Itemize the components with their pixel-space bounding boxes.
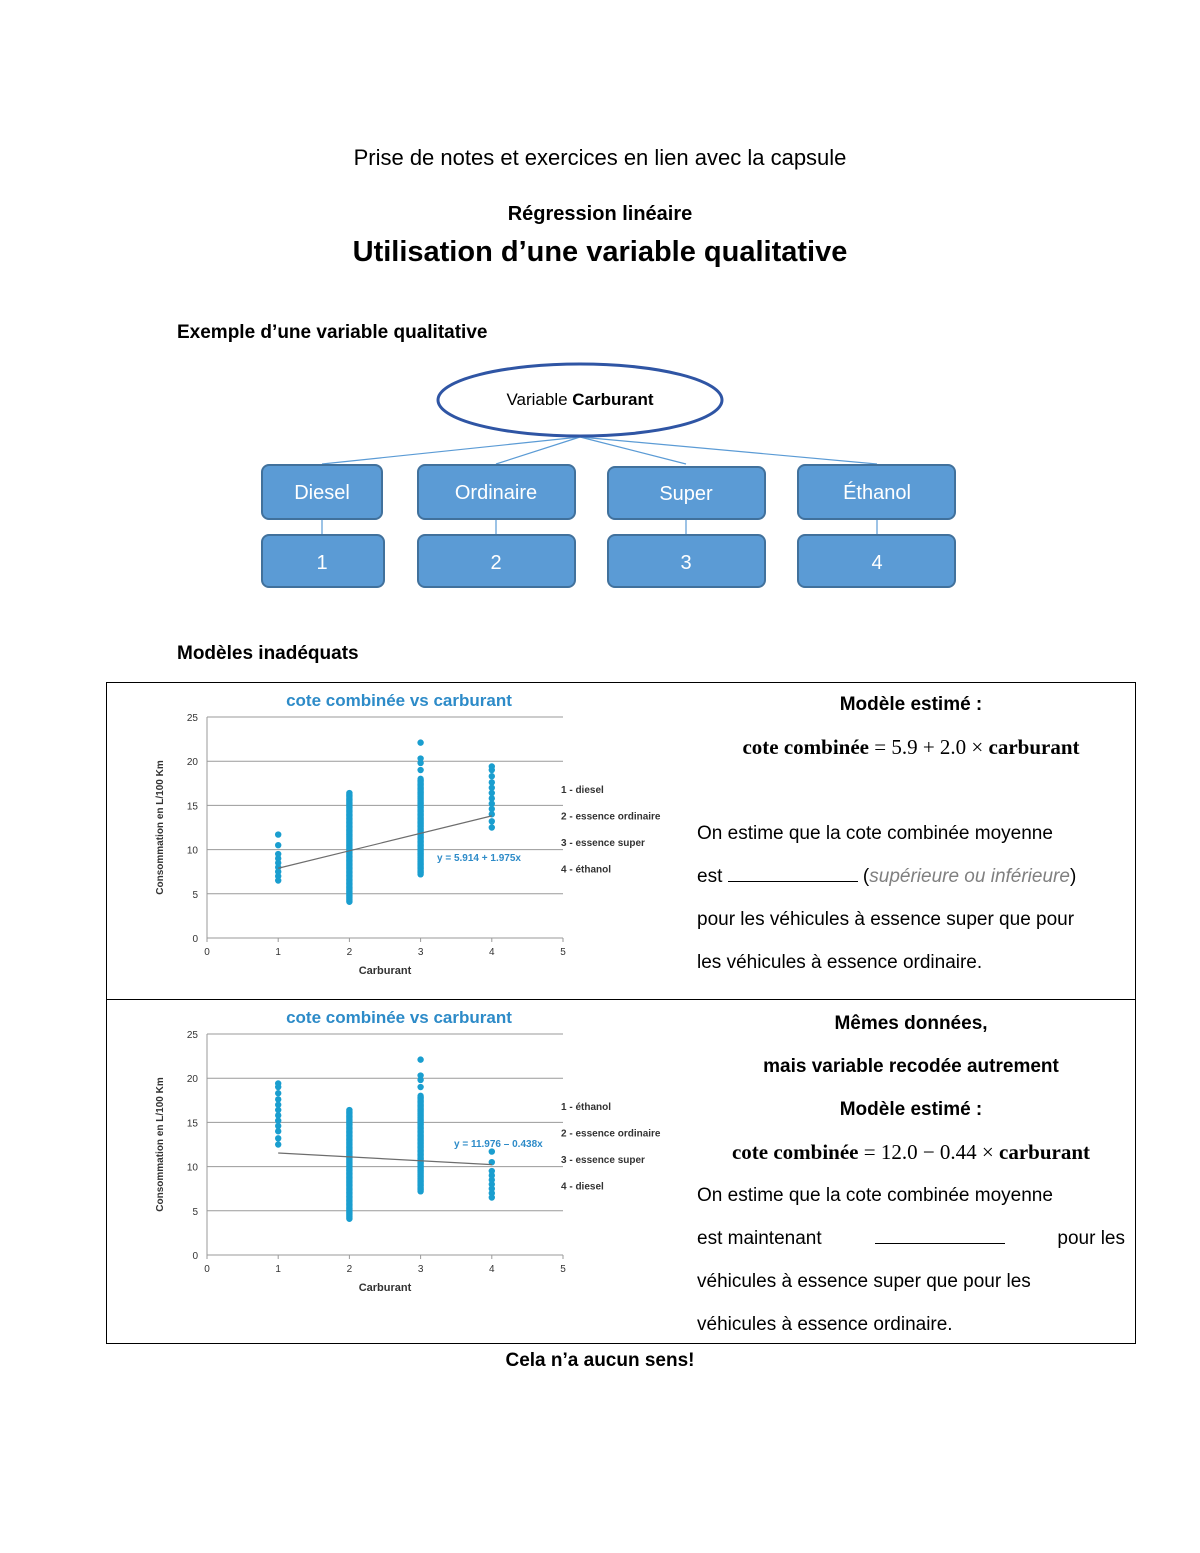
model-1-text-d: les véhicules à essence ordinaire. xyxy=(697,952,983,973)
legend-entry: 4 - diesel xyxy=(561,1181,604,1193)
data-point xyxy=(417,1056,423,1062)
page-title: Utilisation d’une variable qualitative xyxy=(352,236,848,268)
model-2-line2: mais variable recodée autrement xyxy=(763,1056,1059,1077)
y-tick-label: 10 xyxy=(186,1162,198,1174)
legend-entry: 4 - éthanol xyxy=(561,864,612,876)
label-diesel: Diesel xyxy=(294,482,350,504)
answer-blank-1[interactable] xyxy=(728,865,858,882)
x-tick-label: 5 xyxy=(560,947,566,958)
answer-blank-2[interactable] xyxy=(875,1227,1005,1244)
y-tick-label: 5 xyxy=(192,1206,198,1218)
y-axis-label: Consommation en L/100 Km xyxy=(155,760,166,895)
model-1-text xyxy=(697,683,1125,984)
model-2-title: Modèle estimé : xyxy=(839,1099,983,1120)
y-tick-label: 20 xyxy=(186,757,198,769)
x-tick-label: 4 xyxy=(489,1264,495,1275)
legend-entry: 1 - diesel xyxy=(561,785,604,796)
section-heading-example: Exemple d’une variable qualitative xyxy=(177,322,488,343)
connector-ethanol xyxy=(580,437,877,464)
chart-title: cote combinée vs carburant xyxy=(286,691,512,710)
data-point xyxy=(417,776,423,782)
data-point xyxy=(275,1090,281,1096)
header-line: Prise de notes et exercices en lien avec la capsule xyxy=(353,145,847,170)
code-2: 2 xyxy=(490,552,502,574)
y-tick-label: 10 xyxy=(186,845,198,857)
data-point xyxy=(489,763,495,769)
model-2-text-b: est maintenant pour les xyxy=(697,1228,1125,1249)
data-point xyxy=(275,1135,281,1141)
data-point xyxy=(489,818,495,824)
model-1-formula: cote combinée = 5.9 + 2.0 × carburant xyxy=(742,735,1080,759)
y-tick-label: 0 xyxy=(192,1251,198,1262)
code-1: 1 xyxy=(316,552,328,574)
model-2-line1: Mêmes données, xyxy=(834,1013,988,1034)
section-heading-models: Modèles inadéquats xyxy=(177,643,359,664)
model-2-text xyxy=(697,1002,1125,1346)
legend-entry: 2 - essence ordinaire xyxy=(561,1128,661,1140)
y-tick-label: 0 xyxy=(192,934,198,945)
trend-equation: y = 11.976 – 0.438x xyxy=(454,1139,543,1151)
data-point xyxy=(417,1084,423,1090)
data-point xyxy=(417,1093,423,1099)
legend-entry: 2 - essence ordinaire xyxy=(561,811,661,823)
model-1-title: Modèle estimé : xyxy=(839,694,983,715)
data-point xyxy=(346,790,352,796)
trend-equation: y = 5.914 + 1.975x xyxy=(437,853,521,865)
model-2-formula: cote combinée = 12.0 − 0.44 × carburant xyxy=(731,1140,1091,1164)
x-tick-label: 0 xyxy=(204,947,210,958)
data-point xyxy=(275,1080,281,1086)
model-2-text-d: véhicules à essence ordinaire. xyxy=(697,1314,953,1335)
model-1-text-b: est (supérieure ou inférieure) xyxy=(697,866,1077,887)
y-tick-label: 5 xyxy=(192,889,198,901)
code-boxes xyxy=(262,535,955,587)
data-point xyxy=(489,773,495,779)
x-tick-label: 3 xyxy=(417,947,424,958)
x-tick-label: 3 xyxy=(417,1264,424,1275)
root-label: Variable Carburant xyxy=(506,390,654,409)
model-2-text-c: véhicules à essence super que pour les xyxy=(697,1271,1031,1292)
data-point xyxy=(275,1141,281,1147)
model-row-2 xyxy=(107,1000,1135,1343)
data-point xyxy=(489,779,495,785)
model-1-text-c: pour les véhicules à essence super que pour xyxy=(697,909,1075,930)
data-point xyxy=(346,1107,352,1113)
x-tick-label: 1 xyxy=(275,947,281,958)
y-tick-label: 15 xyxy=(186,1118,198,1130)
data-point xyxy=(275,851,281,857)
legend-entry: 1 - éthanol xyxy=(561,1102,612,1113)
footer-conclusion: Cela n’a aucun sens! xyxy=(505,1350,695,1371)
y-tick-label: 25 xyxy=(186,713,198,724)
data-point xyxy=(275,1096,281,1102)
data-point xyxy=(417,1072,423,1078)
model-1-text-a: On estime que la cote combinée moyenne xyxy=(697,823,1053,844)
x-axis-label: Carburant xyxy=(358,1282,412,1294)
scatter-chart-1 xyxy=(137,687,677,987)
label-super: Super xyxy=(659,483,713,505)
x-tick-label: 4 xyxy=(489,947,495,958)
models-table xyxy=(106,682,1136,1344)
data-point xyxy=(417,755,423,761)
chart-title: cote combinée vs carburant xyxy=(286,1008,512,1027)
label-ordinaire: Ordinaire xyxy=(454,482,538,504)
data-point xyxy=(489,1168,495,1174)
scatter-chart-2 xyxy=(137,1004,677,1304)
category-boxes xyxy=(262,465,955,519)
x-tick-label: 1 xyxy=(275,1264,281,1275)
subtitle: Régression linéaire xyxy=(507,203,693,225)
data-point xyxy=(417,739,423,745)
category-diagram xyxy=(0,0,1200,640)
code-4: 4 xyxy=(871,552,883,574)
connector-super xyxy=(580,437,686,464)
code-3: 3 xyxy=(680,552,692,574)
x-tick-label: 2 xyxy=(346,1264,353,1275)
y-axis-label: Consommation en L/100 Km xyxy=(155,1077,166,1212)
y-tick-label: 20 xyxy=(186,1074,198,1086)
data-point xyxy=(417,767,423,773)
y-tick-label: 15 xyxy=(186,801,198,813)
model-2-text-a: On estime que la cote combinée moyenne xyxy=(697,1185,1053,1206)
label-ethanol: Éthanol xyxy=(843,482,911,504)
legend-entry: 3 - essence super xyxy=(561,838,645,849)
x-tick-label: 0 xyxy=(204,1264,210,1275)
model-row-1 xyxy=(107,683,1135,1000)
data-point xyxy=(489,824,495,830)
connector-diesel xyxy=(322,437,580,464)
connectors xyxy=(322,437,877,535)
data-point xyxy=(275,842,281,848)
x-axis-label: Carburant xyxy=(358,965,412,977)
legend-entry: 3 - essence super xyxy=(561,1155,645,1166)
data-point xyxy=(275,831,281,837)
x-tick-label: 5 xyxy=(560,1264,566,1275)
x-tick-label: 2 xyxy=(346,947,353,958)
y-tick-label: 25 xyxy=(186,1030,198,1041)
trend-line xyxy=(278,1153,492,1165)
